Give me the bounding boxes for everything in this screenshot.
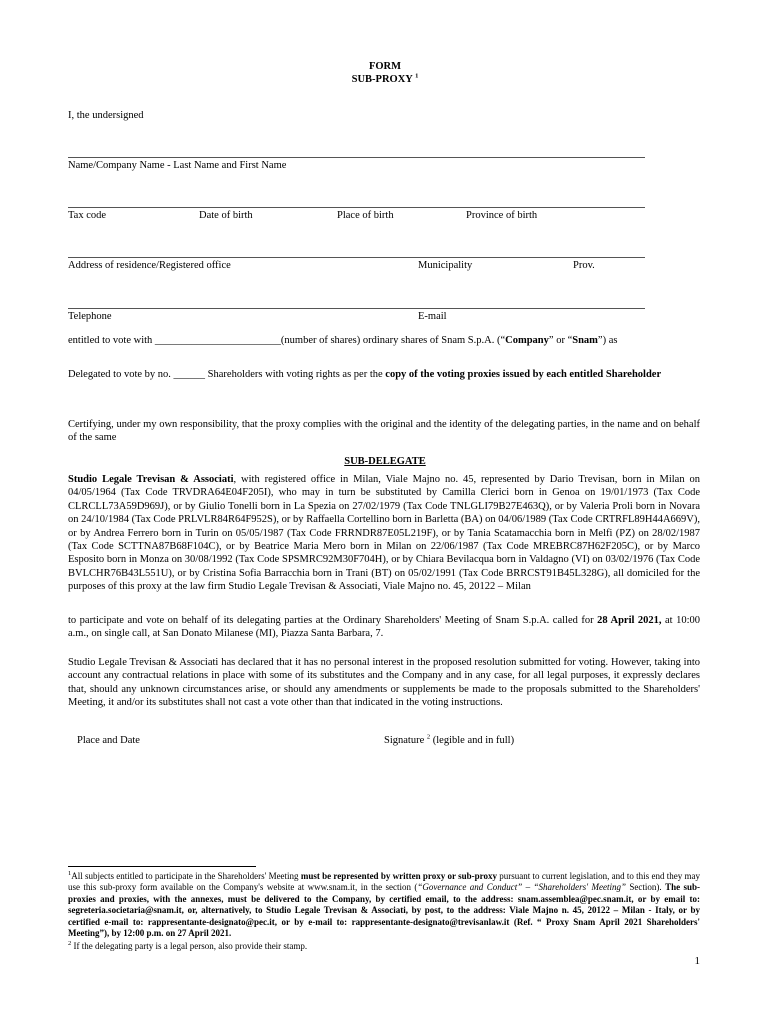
participate-paragraph: to participate and vote on behalf of its delegating parties at the Ordinary Shareholders' Meeting of Snam S.p.A. called for 28 April 2021, at 10:00 a.m., on single call, at San Donato Milanese (MI), Piazza Santa Barbara, 7. — [68, 615, 700, 640]
municipality-label: Municipality — [418, 260, 473, 271]
undersigned-label: I, the undersigned — [68, 110, 144, 121]
subproxy-label: SUB-PROXY $^1$ — [351, 72, 419, 85]
name-label: Name/Company Name - Last Name and First Name — [68, 160, 287, 171]
address-label: Address of residence/Registered office — [68, 260, 231, 271]
page-number: 1 — [694, 955, 700, 967]
form-title — [0, 60, 770, 86]
telephone-label: Telephone — [68, 311, 112, 322]
place-and-date-label: Place and Date — [77, 735, 140, 746]
footnote-ref-1[interactable]: 1 — [415, 72, 419, 80]
email-label: E-mail — [418, 311, 447, 322]
certifying-paragraph: Certifying, under my own responsibility, that the proxy complies with the original and the identity of the delegating parties, in the name and on behalf of the same — [68, 419, 700, 444]
address-line[interactable] — [68, 257, 645, 258]
form-label: FORM — [368, 61, 402, 72]
footnote-separator — [68, 866, 256, 867]
name-line[interactable] — [68, 157, 645, 158]
subdelegate-title: SUB-DELEGATE — [344, 456, 426, 467]
telephone-line[interactable] — [68, 308, 645, 309]
entitled-line: entitled to vote with ________________________(number of shares) ordinary shares of Snam S.p.A. (“Company” or “Snam”) as — [68, 335, 618, 346]
delegated-paragraph: Delegated to vote by no. ______ Shareholders with voting rights as per the copy of the voting proxies issued by each entitled Shareholder — [68, 369, 662, 380]
footnote-2: $^2$ If the delegating party is a legal person, also provide their stamp. — [68, 940, 308, 951]
province-of-birth-label: Province of birth — [466, 210, 538, 221]
footnote-ref-2[interactable]: 2 — [426, 733, 431, 741]
subdelegate-paragraph: Studio Legale Trevisan & Associati, with registered office in Milan, Viale Majno no. 45, represented by Dario Trevisan, born in Milan on 04/05/1964 (Tax Code TRVDRA64E04F205I), who may in turn be substituted by Camilla Clerici born in Genoa on 19/01/1973 (Tax Code CLRCLL73A59D969J), or by Giulio Tonelli born in La Spezia on 27/02/1979 (Tax Code TNLGLI79B27E463Q), or by Valeria Proli born in Novara on 24/10/1984 (Tax Code PRLVLR84R64F952S), or by Raffaella Cortellino born in Barletta (BA) on 04/06/1989 (Tax Code CRTRFL89H44A669V), or by Andrea Ferrero born in Turin on 05/05/1987 (Tax Code FRRNDR87E05L219F), or by Tania Scatamacchia born in Melfi (PZ) on 28/02/1987 (Tax Code SCTTNA87B68F104C), or by Beatrice Maria Mero born in Milan on 22/06/1987 (Tax Code MREBRC87H62F205C), or by Marco Esposito born in Monza on 30/08/1992 (Tax Code SPSMRC92M30F704H), or by Chiara Bevilacqua born in Valdagno (VI) on 03/02/1976 (Tax Code BVLCHR76B43L551U), or by Cristina Sofia Barracchia born in Trani (BT) on 05/02/1991 (Tax Code BRRCST91B45L328G), all domiciled for the purposes of this proxy at the law firm Studio Legale Trevisan & Associati, Viale Majno no. 45, 20122 – Milan — [68, 474, 700, 593]
tax-code-line[interactable] — [68, 207, 645, 208]
prov-label: Prov. — [573, 260, 595, 271]
footnote-1: $^1$All subjects entitled to participate in the Shareholders' Meeting must be represented by written proxy or sub-proxy pursuant to current legislation, and to this end they may use this sub-proxy form available on the Company's website at www.snam.it, in the section (“Governance and Conduct” – “Shareholders' Meeting” Section). The sub-proxies and proxies, with the annexes, must be delivered to the Company, by certified email, to the address: snam.assemblea@pec.snam.it, or by email to: segreteria.societaria@snam.it, or, alternatively, to Studio Legale Trevisan & Associati, by post, to the address: Viale Majno n. 45, 20122 – Milan - Italy, or by certified e-mail to: rappresentante-designato@pec.it, or by e-mail to: rappresentante-designato@trevisanlaw.it (Ref. “ Proxy Snam April 2021 Shareholders' Meeting”), by 12:00 p.m. on 27 April 2021. — [68, 870, 700, 939]
declaration-paragraph: Studio Legale Trevisan & Associati has declared that it has no personal interest in the proposed resolution submitted for voting. However, taking into account any contractual relations in place with some of its substitutes and the Company and in any case, for all legal purposes, it expressly declares that, should any unknown circumstances arise, or should any amendments or supplements be made to the proposals submitted to the Shareholders' Meeting, it and/or its substitutes shall not cast a vote other than that indicated in the voting instructions. — [68, 657, 700, 709]
date-of-birth-label: Date of birth — [199, 210, 253, 221]
place-of-birth-label: Place of birth — [337, 210, 394, 221]
tax-code-label: Tax code — [68, 210, 107, 221]
signature-label: Signature $^2$ (legible and in full) — [384, 733, 515, 746]
